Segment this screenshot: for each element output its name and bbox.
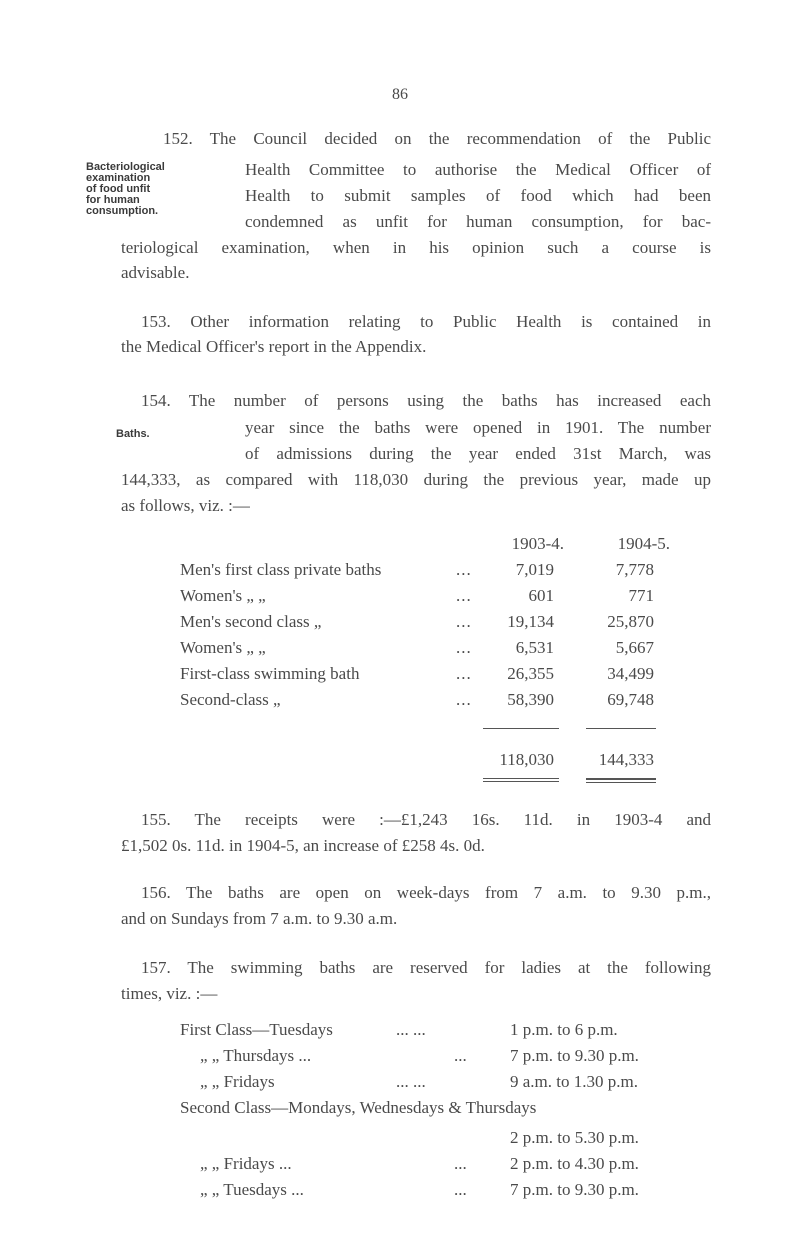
total-1904: 144,333 (598, 750, 654, 769)
text-line: 152. The Council decided on the recommendation of the Public (163, 129, 711, 148)
margin-note-baths: Baths. (116, 428, 150, 440)
leader-dots: ... (454, 1154, 467, 1173)
schedule-label: „ „ Fridays ... (200, 1154, 292, 1173)
row-label: Women's „ „ (180, 586, 266, 605)
text-line: of admissions during the year ended 31st March, was (245, 444, 711, 463)
page-number: 86 (392, 86, 408, 103)
value-1903: 19,134 (507, 612, 554, 631)
sum-rule (483, 728, 559, 729)
schedule-heading: Second Class—Mondays, Wednesdays & Thursdays (180, 1098, 537, 1117)
leader-dots: ... ... (396, 1020, 426, 1039)
double-rule (483, 778, 559, 779)
text-line: 153. Other information relating to Public Health is contained in (141, 312, 711, 331)
value-1903: 6,531 (515, 638, 554, 657)
text-line: Health Committee to authorise the Medical Officer of (245, 160, 711, 179)
value-1903: 7,019 (515, 560, 554, 579)
value-1903: 58,390 (507, 690, 554, 709)
text-line: 157. The swimming baths are reserved for ladies at the following (141, 958, 711, 977)
text-line: condemned as unfit for human consumption, for bac- (245, 212, 711, 231)
double-rule (586, 782, 656, 783)
margin-note-line: consumption. (86, 205, 159, 217)
text-line: £1,502 0s. 11d. in 1904-5, an increase of £258 4s. 0d. (121, 836, 485, 855)
value-1904: 69,748 (607, 690, 654, 709)
column-header-1903: 1903-4. (511, 534, 564, 553)
text-line: as follows, viz. :— (121, 496, 250, 515)
leader-dots: ... (456, 638, 472, 657)
text-line: teriological examination, when in his opinion such a course is (121, 238, 711, 257)
row-label: Second-class „ (180, 690, 281, 709)
value-1904: 771 (628, 586, 654, 605)
schedule-label: First Class—Tuesdays (180, 1020, 333, 1039)
text-line: 156. The baths are open on week-days from 7 a.m. to 9.30 p.m., (141, 883, 711, 902)
text-line: 144,333, as compared with 118,030 during the previous year, made up (121, 470, 711, 489)
double-rule (586, 778, 656, 780)
value-1903: 26,355 (507, 664, 554, 683)
schedule-time: 7 p.m. to 9.30 p.m. (510, 1180, 639, 1199)
schedule-time: 9 a.m. to 1.30 p.m. (510, 1072, 638, 1091)
margin-note-line: Bacteriological (86, 161, 165, 173)
leader-dots: ... (456, 612, 472, 631)
text-line: year since the baths were opened in 1901. The number (245, 418, 711, 437)
text-line: Health to submit samples of food which had been (245, 186, 711, 205)
row-label: Men's second class „ (180, 612, 322, 631)
row-label: Men's first class private baths (180, 560, 382, 579)
schedule-time: 2 p.m. to 5.30 p.m. (510, 1128, 639, 1147)
leader-dots: ... (454, 1046, 467, 1065)
double-rule (483, 781, 559, 782)
text-line: the Medical Officer's report in the Appendix. (121, 337, 427, 356)
leader-dots: ... (456, 586, 472, 605)
leader-dots: ... (456, 690, 472, 709)
schedule-label: „ „ Tuesdays ... (200, 1180, 304, 1199)
row-label: Women's „ „ (180, 638, 266, 657)
value-1904: 25,870 (607, 612, 654, 631)
value-1904: 7,778 (615, 560, 654, 579)
text-line: 155. The receipts were :—£1,243 16s. 11d. in 1903-4 and (141, 810, 711, 829)
total-1903: 118,030 (499, 750, 554, 769)
column-header-1904: 1904-5. (617, 534, 670, 553)
sum-rule (586, 728, 656, 729)
margin-note-line: examination (86, 172, 151, 184)
schedule-time: 2 p.m. to 4.30 p.m. (510, 1154, 639, 1173)
value-1904: 34,499 (607, 664, 654, 683)
text-line: and on Sundays from 7 a.m. to 9.30 a.m. (121, 909, 398, 928)
schedule-time: 7 p.m. to 9.30 p.m. (510, 1046, 639, 1065)
text-line: advisable. (121, 263, 190, 282)
row-label: First-class swimming bath (180, 664, 360, 683)
margin-note-line: for human (86, 194, 140, 206)
margin-note-bacteriological (86, 162, 228, 217)
text-line: 154. The number of persons using the baths has increased each (141, 391, 711, 410)
leader-dots: ... ... (396, 1072, 426, 1091)
leader-dots: ... (456, 664, 472, 683)
leader-dots: ... (454, 1180, 467, 1199)
leader-dots: ... (456, 560, 472, 579)
value-1903: 601 (528, 586, 554, 605)
margin-note-line: of food unfit (86, 183, 151, 195)
schedule-time: 1 p.m. to 6 p.m. (510, 1020, 618, 1039)
value-1904: 5,667 (615, 638, 654, 657)
schedule-label: „ „ Thursdays ... (200, 1046, 312, 1065)
text-line: times, viz. :— (121, 984, 218, 1003)
schedule-label: „ „ Fridays (200, 1072, 275, 1091)
